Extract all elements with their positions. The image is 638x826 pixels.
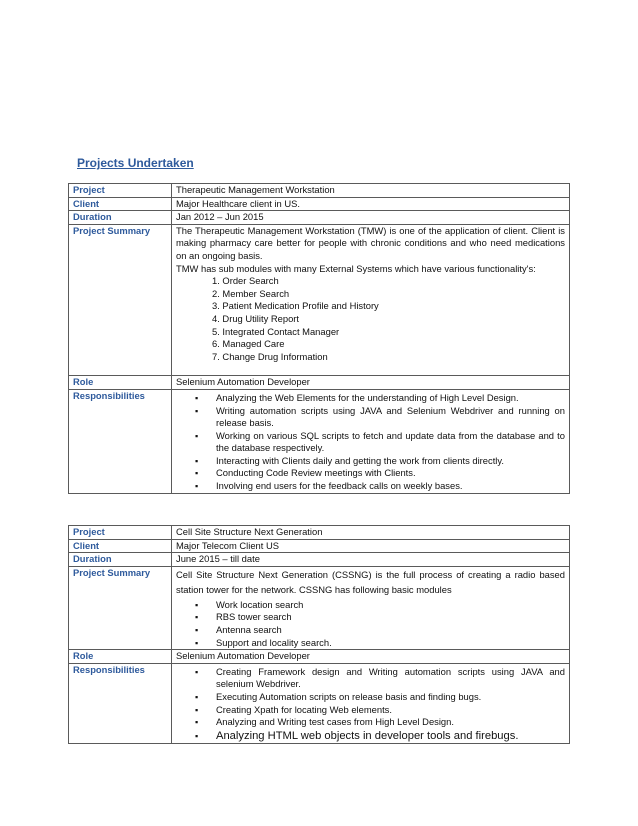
row-client xyxy=(69,197,570,211)
value-summary xyxy=(172,224,570,376)
list-item: 1. Order Search xyxy=(212,275,279,287)
label-project: Project xyxy=(69,184,172,198)
responsibility-list xyxy=(176,390,565,493)
label-client: Client xyxy=(69,539,172,553)
row-summary xyxy=(69,224,570,376)
project-table-2 xyxy=(68,525,570,744)
value-client: Major Healthcare client in US. xyxy=(172,197,570,211)
value-summary xyxy=(172,566,570,649)
row-summary xyxy=(69,566,570,649)
label-summary: Project Summary xyxy=(69,224,172,376)
summary-text: The Therapeutic Management Workstation (TMW) is one of the application of client. Client is making pharmacy care better for people with chronic conditions and who need medications on an ongoing basis. xyxy=(176,224,565,261)
label-responsibilities: Responsibilities xyxy=(69,389,172,493)
list-item: 7. Change Drug Information xyxy=(212,350,328,362)
list-item: 6. Managed Care xyxy=(212,338,285,350)
list-item: ▪ RBS tower search xyxy=(216,611,565,624)
list-item: 4. Drug Utility Report xyxy=(212,312,300,324)
label-client: Client xyxy=(69,197,172,211)
row-responsibilities xyxy=(69,389,570,493)
list-item: ▪ Involving end users for the feedback calls on weekly bases. xyxy=(216,480,565,493)
row-duration xyxy=(69,211,570,225)
value-duration: Jan 2012 – Jun 2015 xyxy=(172,211,570,225)
label-duration: Duration xyxy=(69,211,172,225)
label-project: Project xyxy=(69,526,172,540)
list-item: ▪ Interacting with Clients daily and getting the work from clients directly. xyxy=(216,455,565,468)
module-list xyxy=(176,275,565,363)
list-item: ▪ Support and locality search. xyxy=(216,637,565,650)
label-responsibilities: Responsibilities xyxy=(69,663,172,743)
label-summary: Project Summary xyxy=(69,566,172,649)
list-item: ▪ Conducting Code Review meetings with Clients. xyxy=(216,467,565,480)
list-item: ▪ Creating Xpath for locating Web elements. xyxy=(216,704,565,717)
value-duration: June 2015 – till date xyxy=(172,553,570,567)
label-role: Role xyxy=(69,650,172,664)
row-client xyxy=(69,539,570,553)
list-item: ▪ Writing automation scripts using JAVA and Selenium Webdriver and running on release basis. xyxy=(216,405,565,430)
list-item: ▪ Working on various SQL scripts to fetch and update data from the database and to the database respectively. xyxy=(216,430,565,455)
summary-text: Cell Site Structure Next Generation (CSSNG) is the full process of creating a radio based station tower for the network. CSSNG has following basic modules xyxy=(176,568,565,595)
project-table-1 xyxy=(68,183,570,494)
list-item: ▪ Antenna search xyxy=(216,624,565,637)
row-role xyxy=(69,650,570,664)
spacer xyxy=(176,363,565,375)
row-project xyxy=(69,526,570,540)
value-responsibilities xyxy=(172,663,570,743)
value-project: Therapeutic Management Workstation xyxy=(172,184,570,198)
list-item: ▪ Work location search xyxy=(216,599,565,612)
list-item: 2. Member Search xyxy=(212,287,290,299)
row-project xyxy=(69,184,570,198)
value-responsibilities xyxy=(172,389,570,493)
list-item: ▪ Analyzing and Writing test cases from High Level Design. xyxy=(216,716,565,729)
label-role: Role xyxy=(69,376,172,390)
row-role xyxy=(69,376,570,390)
value-client: Major Telecom Client US xyxy=(172,539,570,553)
list-item: ▪ Creating Framework design and Writing automation scripts using JAVA and selenium Webdriver. xyxy=(216,666,565,691)
list-item: 3. Patient Medication Profile and History xyxy=(212,300,379,312)
value-project: Cell Site Structure Next Generation xyxy=(172,526,570,540)
value-role: Selenium Automation Developer xyxy=(172,650,570,664)
row-responsibilities xyxy=(69,663,570,743)
row-duration xyxy=(69,553,570,567)
module-list xyxy=(176,597,565,649)
summary-text-2: TMW has sub modules with many External Systems which have various functionality's: xyxy=(176,262,536,274)
list-item: ▪ Executing Automation scripts on release basis and finding bugs. xyxy=(216,691,565,704)
list-item: ▪ Analyzing HTML web objects in developer tools and firebugs. xyxy=(216,729,565,743)
label-duration: Duration xyxy=(69,553,172,567)
list-item: 5. Integrated Contact Manager xyxy=(212,325,340,337)
list-item: ▪ Analyzing the Web Elements for the understanding of High Level Design. xyxy=(216,392,565,405)
section-heading: Projects Undertaken xyxy=(77,156,194,170)
responsibility-list xyxy=(176,664,565,743)
value-role: Selenium Automation Developer xyxy=(172,376,570,390)
